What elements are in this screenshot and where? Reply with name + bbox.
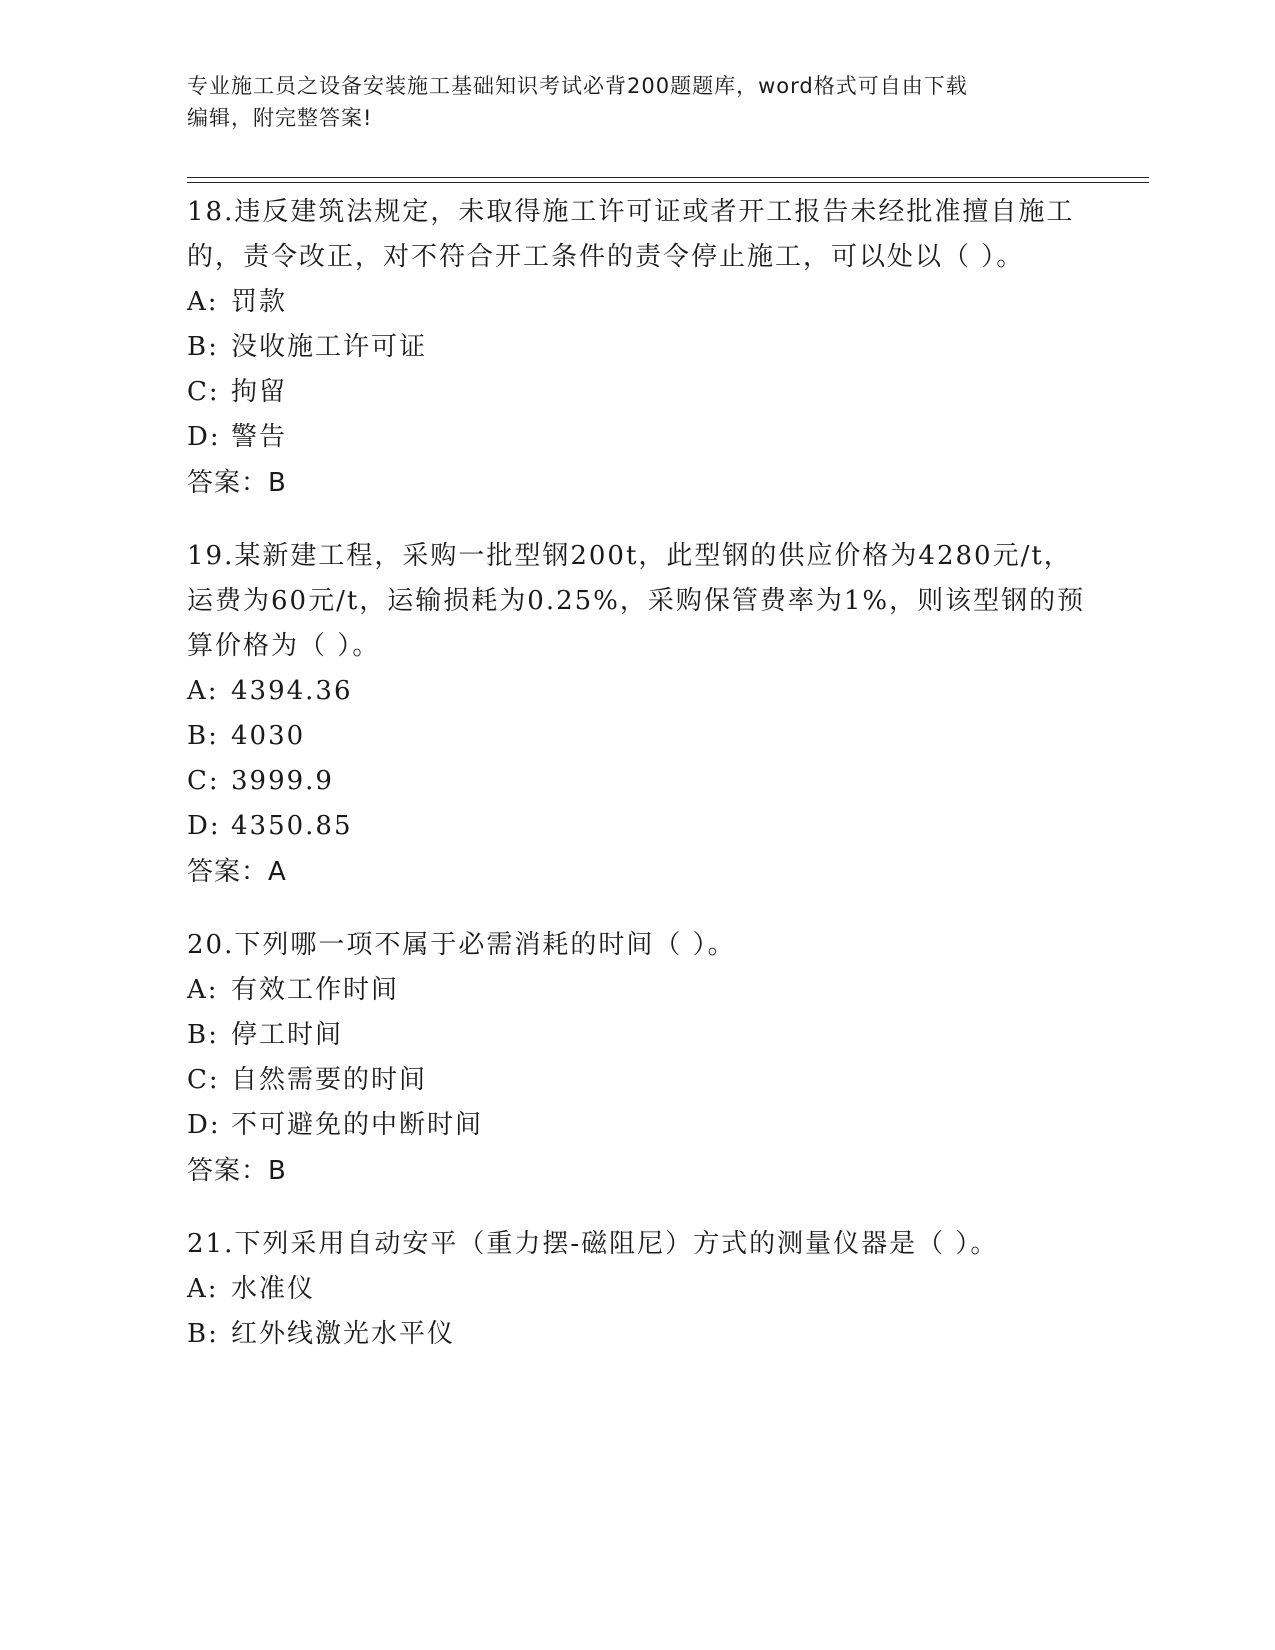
question-20: [187, 923, 1087, 1194]
option-letter: C:: [187, 377, 220, 407]
option-text: 没收施工许可证: [231, 332, 428, 362]
option-letter: A:: [187, 975, 219, 1005]
question-18: [187, 190, 1087, 506]
option-letter: D:: [187, 811, 221, 841]
answer-line: 答案：B: [187, 1156, 287, 1186]
header-line-2: 编辑，附完整答案!: [187, 106, 373, 130]
question-stem: 20.下列哪一项不属于必需消耗的时间（ ）。: [187, 930, 736, 960]
option-letter: A:: [187, 287, 219, 317]
option-letter: A:: [187, 1274, 219, 1304]
question-21: [187, 1222, 1087, 1357]
option-text: 有效工作时间: [231, 975, 400, 1005]
option-c: [187, 759, 1087, 804]
option-d: [187, 415, 1087, 460]
option-d: [187, 1103, 1087, 1148]
option-letter: D:: [187, 1110, 221, 1140]
option-text: 4350.85: [231, 811, 353, 841]
option-b: [187, 1312, 1087, 1357]
question-stem: 19.某新建工程，采购一批型钢200t，此型钢的供应价格为4280元/t，运费为60元/t，运输损耗为0.25%，采购保管费率为1%，则该型钢的预算价格为（ ）。: [187, 541, 1086, 661]
option-c: [187, 370, 1087, 415]
option-letter: B:: [187, 1020, 219, 1050]
option-text: 罚款: [231, 287, 288, 317]
option-text: 3999.9: [231, 766, 334, 796]
option-a: [187, 1267, 1087, 1312]
option-text: 停工时间: [231, 1020, 344, 1050]
answer-line: 答案：A: [187, 857, 287, 887]
option-b: [187, 714, 1087, 759]
option-text: 红外线激光水平仪: [231, 1319, 456, 1349]
option-a: [187, 968, 1087, 1013]
option-letter: B:: [187, 721, 219, 751]
option-letter: B:: [187, 1319, 219, 1349]
option-text: 水准仪: [231, 1274, 316, 1304]
option-letter: C:: [187, 766, 220, 796]
header-divider-bottom: [187, 182, 1149, 183]
option-a: [187, 669, 1087, 714]
option-text: 警告: [231, 422, 288, 452]
option-letter: B:: [187, 332, 219, 362]
option-letter: D:: [187, 422, 221, 452]
question-list: [187, 190, 1087, 1385]
option-a: [187, 280, 1087, 325]
header-line-1: 专业施工员之设备安装施工基础知识考试必背200题题库，word格式可自由下载: [187, 74, 968, 98]
header-divider-top: [187, 177, 1149, 178]
document-header: [187, 70, 1087, 134]
option-letter: C:: [187, 1065, 220, 1095]
answer-line: 答案：B: [187, 468, 287, 498]
question-stem: 18.违反建筑法规定，未取得施工许可证或者开工报告未经批准擅自施工的，责令改正，对不符合开工条件的责令停止施工，可以处以（ ）。: [187, 197, 1075, 272]
option-text: 拘留: [231, 377, 288, 407]
option-letter: A:: [187, 676, 219, 706]
option-text: 4030: [231, 721, 306, 751]
option-text: 4394.36: [231, 676, 353, 706]
option-d: [187, 804, 1087, 849]
option-text: 自然需要的时间: [231, 1065, 428, 1095]
option-b: [187, 1013, 1087, 1058]
option-c: [187, 1058, 1087, 1103]
question-19: [187, 534, 1087, 895]
question-stem: 21.下列采用自动安平（重力摆-磁阻尼）方式的测量仪器是（ ）。: [187, 1229, 999, 1259]
option-text: 不可避免的中断时间: [231, 1110, 484, 1140]
option-b: [187, 325, 1087, 370]
